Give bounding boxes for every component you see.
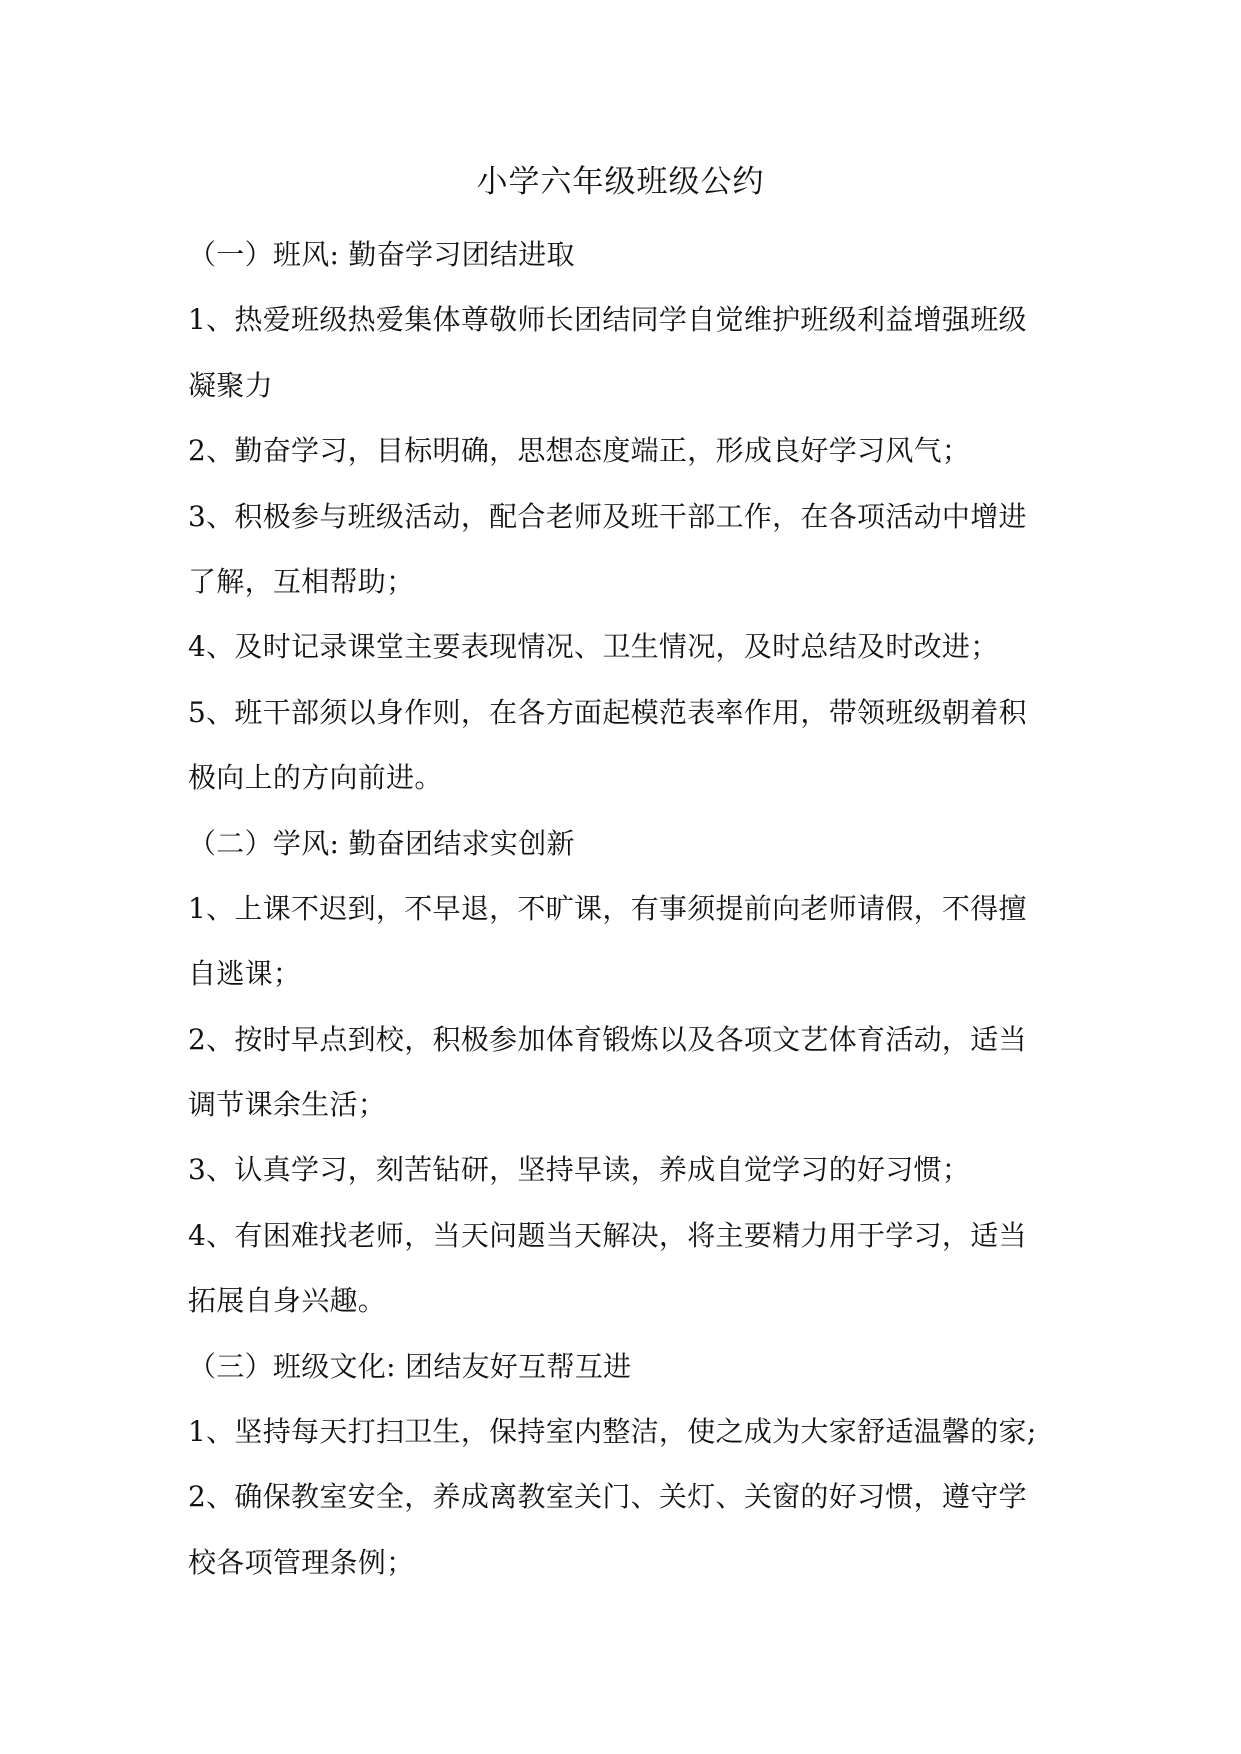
text-line: 1、坚持每天打扫卫生，保持室内整洁，使之成为大家舒适温馨的家; [188,1415,1037,1449]
text-line: 1、热爱班级热爱集体尊敬师长团结同学自觉维护班级利益增强班级 [188,303,1027,337]
text-line: 凝聚力 [188,368,273,402]
document-title: 小学六年级班级公约 [476,164,765,200]
text-line: 4、及时记录课堂主要表现情况、卫生情况，及时总结及时改进； [188,630,999,664]
text-line: 校各项管理条例； [188,1545,415,1579]
document-body [188,222,1058,1595]
text-line: 自逃课； [188,957,302,991]
section-heading-1: （一）班风: 勤奋学习团结进取 [188,238,575,271]
text-line: 1、上课不迟到，不早退，不旷课，有事须提前向老师请假，不得擅 [188,891,1027,925]
text-line: 5、班干部须以身作则，在各方面起模范表率作用，带领班级朝着积 [188,695,1027,729]
text-line: 3、认真学习，刻苦钻研，坚持早读，养成自觉学习的好习惯； [188,1153,971,1187]
section-heading-2: （二）学风: 勤奋团结求实创新 [188,826,575,860]
text-line: 2、按时早点到校，积极参加体育锻炼以及各项文艺体育活动，适当 [188,1022,1027,1056]
text-line: 3、积极参与班级活动，配合老师及班干部工作，在各项活动中增进 [188,499,1027,533]
text-line: 2、勤奋学习，目标明确，思想态度端正，形成良好学习风气； [188,434,971,468]
text-line: 调节课余生活； [188,1088,387,1122]
text-line: 极向上的方向前进。 [188,761,443,795]
text-line: 2、确保教室安全，养成离教室关门、关灯、关窗的好习惯，遵守学 [188,1480,1027,1514]
text-line: 4、有困难找老师，当天问题当天解决，将主要精力用于学习，适当 [188,1218,1027,1252]
text-line: 拓展自身兴趣。 [188,1284,387,1318]
section-heading-3: （三）班级文化: 团结友好互帮互进 [188,1349,632,1383]
text-line: 了解，互相帮助； [188,564,415,598]
